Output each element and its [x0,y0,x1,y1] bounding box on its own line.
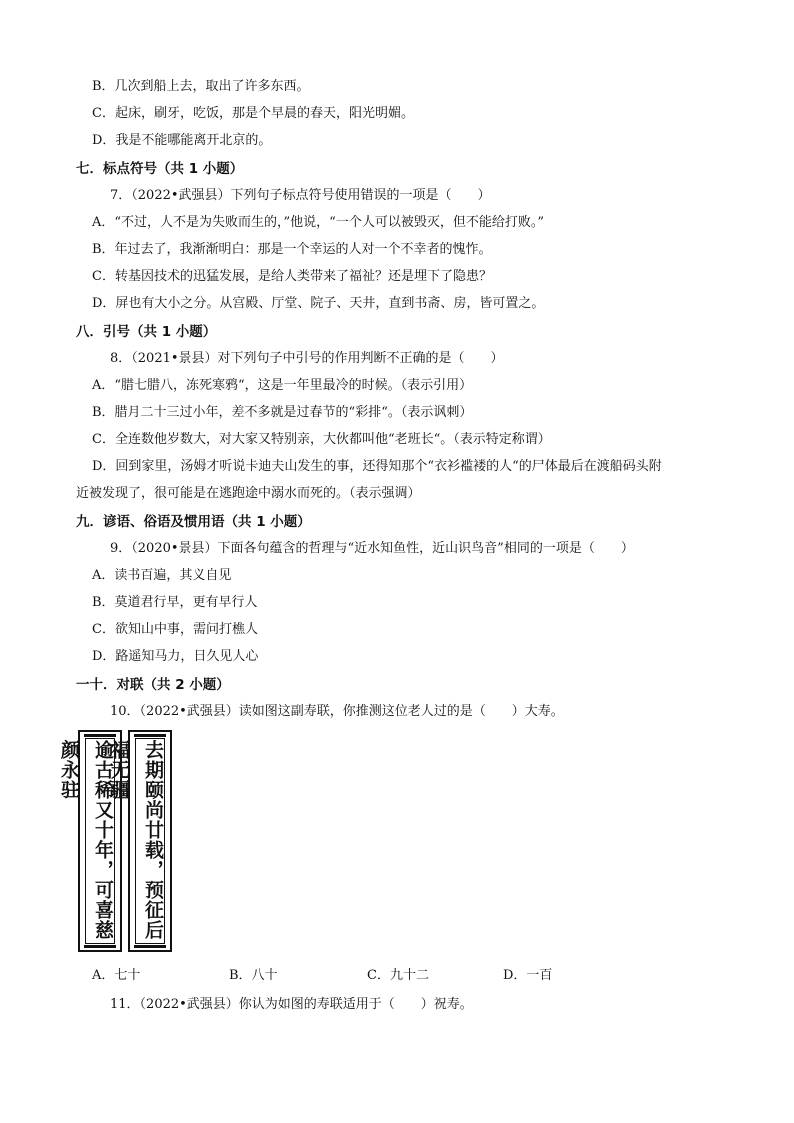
q8-option-c: C．全连数他岁数大，对大家又特别亲，大伙都叫他“老班长“。（表示特定称谓） [92,432,551,447]
q8-option-d-line2: 近被发现了，很可能是在逃跑途中溺水而死的。（表示强调） [76,486,421,501]
q9-option-d: D．路遥知马力，日久见人心 [92,649,259,664]
section-7-heading: 七．标点符号（共 1 小题） [76,161,244,177]
question-10: 10．（2022•武强县）读如图这副寿联，你推测这位老人过的是（ ）大寿。 [110,704,564,719]
q6-option-d: D．我是不能哪能离开北京的。 [92,133,272,148]
q6-option-b: B．几次到船上去，取出了许多东西。 [92,79,310,94]
question-7: 7．（2022•武强县）下列句子标点符号使用错误的一项是（ ） [110,188,491,203]
q7-option-b: B．年过去了，我渐渐明白：那是一个幸运的人对一个不幸者的愧怍。 [92,242,492,257]
q8-option-a: A．“腊七腊八，冻死寒鸦“，这是一年里最冷的时候。（表示引用） [92,378,473,393]
q10-option-a: A．七十 [92,968,141,983]
q7-option-a: A．“不过，人不是为失败而生的，”他说，“一个人可以被毁灭，但不能给打败。” [92,215,544,230]
q10-option-c: C．九十二 [367,968,429,983]
section-9-heading: 九．谚语、俗语及惯用语（共 1 小题） [76,514,311,530]
q10-option-d: D．一百 [503,968,553,983]
scroll-cap [134,945,166,948]
q8-option-d-line1: D．回到家里，汤姆才听说卡迪夫山发生的事，还得知那个“衣衫褴褛的人“的尸体最后在渡船码头附 [92,459,662,474]
question-11: 11．（2022•武强县）你认为如图的寿联适用于（ ）祝寿。 [110,997,473,1012]
section-8-heading: 八．引号（共 1 小题） [76,324,217,340]
scroll-cap [134,734,166,737]
section-10-heading: 一十．对联（共 2 小题） [76,677,230,693]
scroll-cap [84,945,116,948]
q9-option-a: A．读书百遍，其义自见 [92,568,232,583]
q7-option-d: D．屏也有大小之分。从宫殿、厅堂、院子、天井，直到书斋、房，皆可置之。 [92,296,545,311]
question-9: 9．（2020•景县）下面各句蕴含的哲理与“近水知鱼性，近山识鸟音”相同的一项是（ ） [110,541,634,556]
scroll-cap [84,734,116,737]
couplet-right-scroll [108,730,172,952]
q8-option-b: B．腊月二十三过小年，差不多就是过春节的“彩排“。（表示讽刺） [92,405,473,420]
question-8: 8．（2021•景县）对下列句子中引号的作用判断不正确的是（ ） [110,351,504,366]
q6-option-c: C．起床，刷牙，吃饭，那是个早晨的春天，阳光明媚。 [92,106,414,121]
q10-option-b: B．八十 [229,968,278,983]
q9-option-b: B．莫道君行早，更有早行人 [92,595,258,610]
couplet-left-text: 逾古稀又十年，可喜慈颜永驻 [58,740,114,940]
q9-option-c: C．欲知山中事，需问打樵人 [92,622,258,637]
couplet-right-text: 去期颐尚廿载，预征后福无疆 [108,740,164,940]
q7-option-c: C．转基因技术的迅猛发展，是给人类带来了福祉？还是埋下了隐患？ [92,269,492,284]
